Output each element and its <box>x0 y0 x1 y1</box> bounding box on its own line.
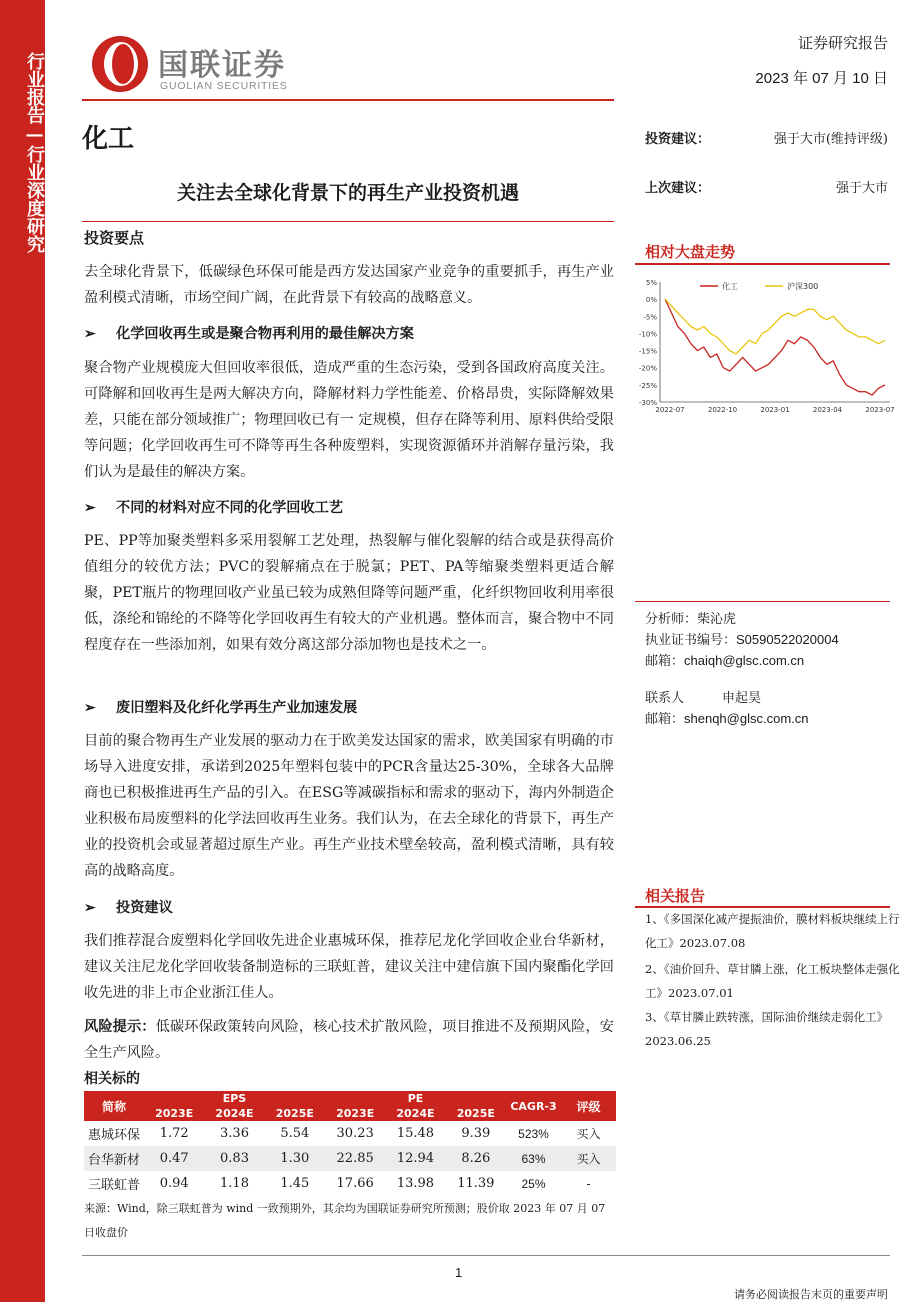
series-line-hs300 <box>665 299 885 354</box>
section-1-heading: ➢ 化学回收再生或是聚合物再利用的最佳解决方案 <box>84 326 414 342</box>
chart-heading: 相对大盘走势 <box>645 243 736 261</box>
col-eps: EPS <box>144 1091 325 1106</box>
section-4-heading: ➢ 投资建议 <box>84 900 173 916</box>
table-row: 惠城环保 1.72 3.36 5.54 30.23 15.48 9.39 523% 买入 <box>87 1126 601 1143</box>
x-tick-label: 2023-04 <box>812 406 843 414</box>
x-tick-label: 2022-10 <box>707 406 738 414</box>
analyst-line: 分析师：柴沁虎 <box>645 612 737 627</box>
contact-line: 联系人 申起昊 <box>645 691 762 706</box>
table-source: 来源：Wind，除三联虹普为 wind 一致预期外，其余均为国联证券研究所预测；股价取 2023 年 07 月 07 日收盘价 <box>84 1202 606 1239</box>
title-rule <box>82 221 614 222</box>
col-cagr: CAGR-3 <box>506 1091 561 1121</box>
x-tick-label: 2022-07 <box>655 406 685 414</box>
analyst-email-line: 邮箱：chaiqh@glsc.com.cn <box>645 653 805 669</box>
related-item[interactable]: 3、《草甘膦止跌转涨，国际油价继续走弱化工》2023.06.25 <box>645 1010 889 1048</box>
y-tick-label: 5% <box>645 279 657 287</box>
section-2-text: PE、PP等加聚类塑料多采用裂解工艺处理，热裂解与催化裂解的结合或是获得高价值组分的较优方法；PVC的裂解痛点在于脱氯；PET、PA等缩聚类塑料更适合解聚，PET瓶片的物理回收产业虽已较为成熟但降等问题严重，化纤织物回收利用率很低，涤纶和锦纶的不降等化学回收再生有较大的产业机遇。整体而言，聚合物中不同程度存在一些添加剂，如果有效分离这部分添加物也是技术之一。 <box>84 533 614 653</box>
prev-rating-label: 上次建议： <box>645 181 711 196</box>
section-3-heading: ➢ 废旧塑料及化纤化学再生产业加速发展 <box>84 700 358 716</box>
x-tick-label: 2023-01 <box>760 406 790 414</box>
col-year: 2023E <box>325 1106 385 1121</box>
rating-label: 投资建议： <box>645 132 711 147</box>
y-tick-label: -5% <box>643 313 657 322</box>
header-rule <box>82 99 614 101</box>
section-2-heading: ➢ 不同的材料对应不同的化学回收工艺 <box>84 500 344 516</box>
footer-rule <box>82 1255 890 1256</box>
table-row: 台华新材 0.47 0.83 1.30 22.85 12.94 8.26 63% 买入 <box>84 1146 616 1171</box>
series-line-chemical <box>665 299 885 395</box>
y-tick-label: -15% <box>638 347 657 356</box>
section-1-text: 聚合物产业规模庞大但回收率很低，造成严重的生态污染，受到各国政府高度关注。可降解和回收再生是两大解决方向，降解材料力学性能差、价格昂贵，实际降解效果差，只能在部分领域推广；物理回收已有一 定规模，但存在降等利用、原料供给受限等问题；化学回收再生可不降等再生各种废塑料，实现资源循环并消解存量污染，我们认为是最佳的解决方案。 <box>84 360 614 480</box>
arrow-icon: ➢ <box>84 700 96 716</box>
col-year: 2024E <box>385 1106 445 1121</box>
contact-email-line: 邮箱：shenqh@glsc.com.cn <box>645 711 809 727</box>
contact-email[interactable]: shenqh@glsc.com.cn <box>684 711 809 726</box>
logo-name: 国联证券 <box>158 48 286 83</box>
sector-title: 化工 <box>82 124 135 154</box>
related-item[interactable]: 1、《多国深化减产提振油价，膜材料板块继续上行化工》2023.07.08 <box>645 912 900 950</box>
table-row: 三联虹普 0.94 1.18 1.45 17.66 13.98 11.39 25% - <box>87 1176 591 1193</box>
arrow-icon: ➢ <box>84 900 96 916</box>
y-tick-label: -20% <box>638 364 657 373</box>
col-year: 2025E <box>446 1106 506 1121</box>
y-tick-label: -10% <box>638 330 657 339</box>
page-number: 1 <box>455 1265 463 1280</box>
x-tick-label: 2023-07 <box>865 406 895 414</box>
col-pe: PE <box>325 1091 506 1106</box>
report-title: 关注去全球化背景下的再生产业投资机遇 <box>176 182 519 204</box>
arrow-icon: ➢ <box>84 326 96 342</box>
relative-performance-chart <box>635 272 895 422</box>
footer-disclaimer: 请务必阅读报告末页的重要声明 <box>734 1288 888 1301</box>
arrow-icon: ➢ <box>84 500 96 516</box>
risk-note: 风险提示：低碳环保政策转向风险，核心技术扩散风险，项目推进不及预期风险，安全生产风险。 <box>84 1019 614 1061</box>
col-name: 简称 <box>84 1091 144 1121</box>
analyst-email[interactable]: chaiqh@glsc.com.cn <box>684 653 805 668</box>
summary-heading: 投资要点 <box>84 229 145 247</box>
chart-rule <box>635 263 890 265</box>
stock-table <box>84 1091 616 1196</box>
col-rating: 评级 <box>561 1091 616 1121</box>
section-3-text: 目前的聚合物再生产业发展的驱动力在于欧美发达国家的需求，欧美国家有明确的市场导入进度安排，承诺到2025年塑料包装中的PCR含量达25-30%，全球各大品牌商也已积极推进再生产品的引入。在ESG等减碳指标和需求的驱动下，海内外制造企业积极布局废塑料的化学法回收再生业务。我们认为，在去全球化的背景下，再生产业的投资机会或显著超过原生产业。再生产业技术壁垒较高，盈利模式清晰，具有较高的战略高度。 <box>84 733 614 879</box>
related-item[interactable]: 2、《油价回升、草甘膦上涨，化工板块整体走强化工》2023.07.01 <box>645 962 900 1000</box>
cert-line: 执业证书编号：S0590522020004 <box>645 632 839 648</box>
y-tick-label: -25% <box>638 381 657 390</box>
prev-rating-value: 强于大市 <box>835 181 888 196</box>
section-4-text: 我们推荐混合废塑料化学回收先进企业惠城环保，推荐尼龙化学回收企业台华新材，建议关注尼龙化学回收装备制造标的三联虹普，建议关注中建信旗下国内聚酯化学回收先进的非上市企业浙江佳人。 <box>84 933 614 1001</box>
y-tick-label: -30% <box>638 399 657 407</box>
legend-label: 沪深300 <box>787 282 819 291</box>
col-year: 2023E <box>144 1106 204 1121</box>
report-date: 2023 年 07 月 10 日 <box>755 70 888 87</box>
y-tick-label: 0% <box>645 296 657 305</box>
col-year: 2025E <box>265 1106 325 1121</box>
col-year: 2024E <box>204 1106 264 1121</box>
sidebar-label: 行业报告—行业深度研究 <box>24 52 45 253</box>
legend-label: 化工 <box>722 282 738 291</box>
related-heading: 相关报告 <box>645 887 706 905</box>
summary-intro: 去全球化背景下，低碳绿色环保可能是西方发达国家产业竞争的重要抓手，再生产业盈利模式清晰，市场空间广阔，在此背景下有较高的战略意义。 <box>84 264 614 306</box>
report-type: 证券研究报告 <box>797 34 888 52</box>
rating-value: 强于大市(维持评级) <box>773 132 888 147</box>
table-heading: 相关标的 <box>84 1071 140 1087</box>
logo-english: GUOLIAN SECURITIES <box>160 80 288 92</box>
